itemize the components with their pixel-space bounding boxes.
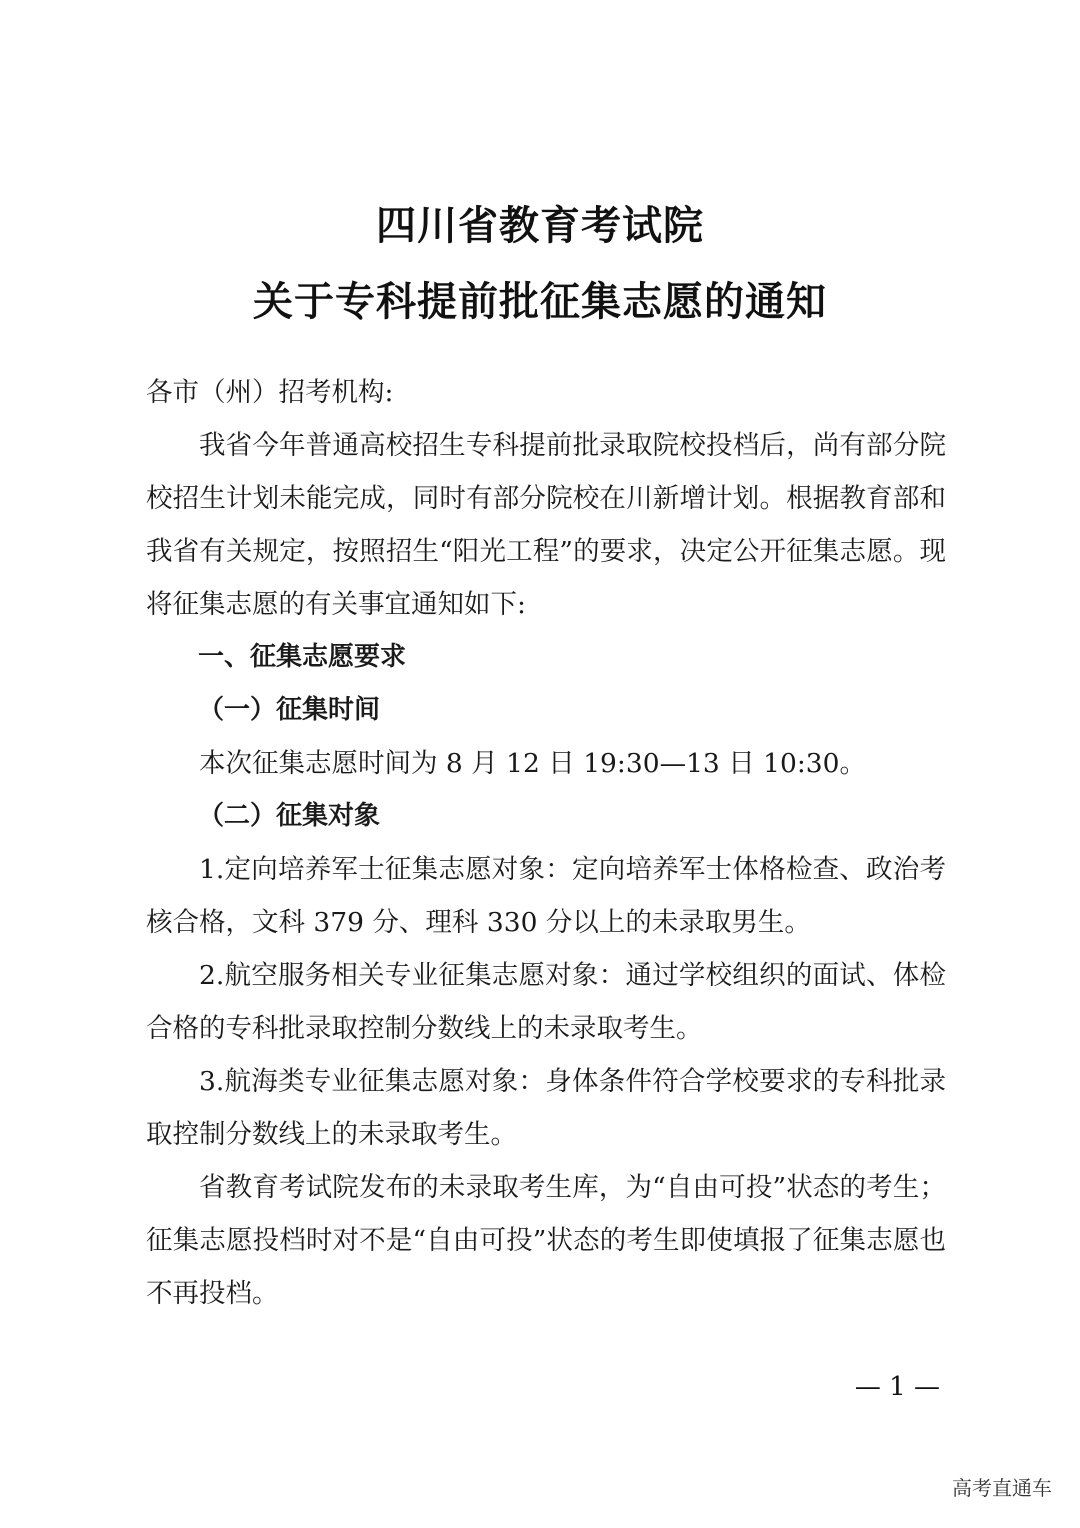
item-2-paragraph: 2.航空服务相关专业征集志愿对象：通过学校组织的面试、体检合格的专科批录取控制分数线上的未录取考生。 xyxy=(146,960,946,1044)
page-number: — 1 — xyxy=(854,1372,940,1402)
subsection2-heading: （二）征集对象 xyxy=(198,801,381,831)
subsection1-heading: （一）征集时间 xyxy=(198,695,381,725)
document-title-line1: 四川省教育考试院 xyxy=(376,202,704,249)
watermark-text: 高考直通车 xyxy=(952,1476,1052,1500)
subsection1-text: 本次征集志愿时间为 8 月 12 日 19:30—13 日 10:30。 xyxy=(199,748,867,779)
document-body xyxy=(146,366,946,1320)
note-paragraph: 省教育考试院发布的未录取考生库，为“自由可投”状态的考生；征集志愿投档时对不是“自由可投”状态的考生即使填报了征集志愿也不再投档。 xyxy=(146,1172,946,1309)
item-1-paragraph: 1.定向培养军士征集志愿对象：定向培养军士体格检查、政治考核合格，文科 379 分、理科 330 分以上的未录取男生。 xyxy=(146,854,946,938)
item-3-paragraph: 3.航海类专业征集志愿对象：身体条件符合学校要求的专科批录取控制分数线上的未录取考生。 xyxy=(146,1066,946,1150)
salutation: 各市（州）招考机构: xyxy=(146,377,394,408)
document-title-line2: 关于专科提前批征集志愿的通知 xyxy=(253,278,827,325)
intro-paragraph: 我省今年普通高校招生专科提前批录取院校投档后，尚有部分院校招生计划未能完成，同时有部分院校在川新增计划。根据教育部和我省有关规定，按照招生“阳光工程”的要求，决定公开征集志愿。现将征集志愿的有关事宜通知如下: xyxy=(146,430,946,620)
section1-heading: 一、征集志愿要求 xyxy=(198,642,407,672)
